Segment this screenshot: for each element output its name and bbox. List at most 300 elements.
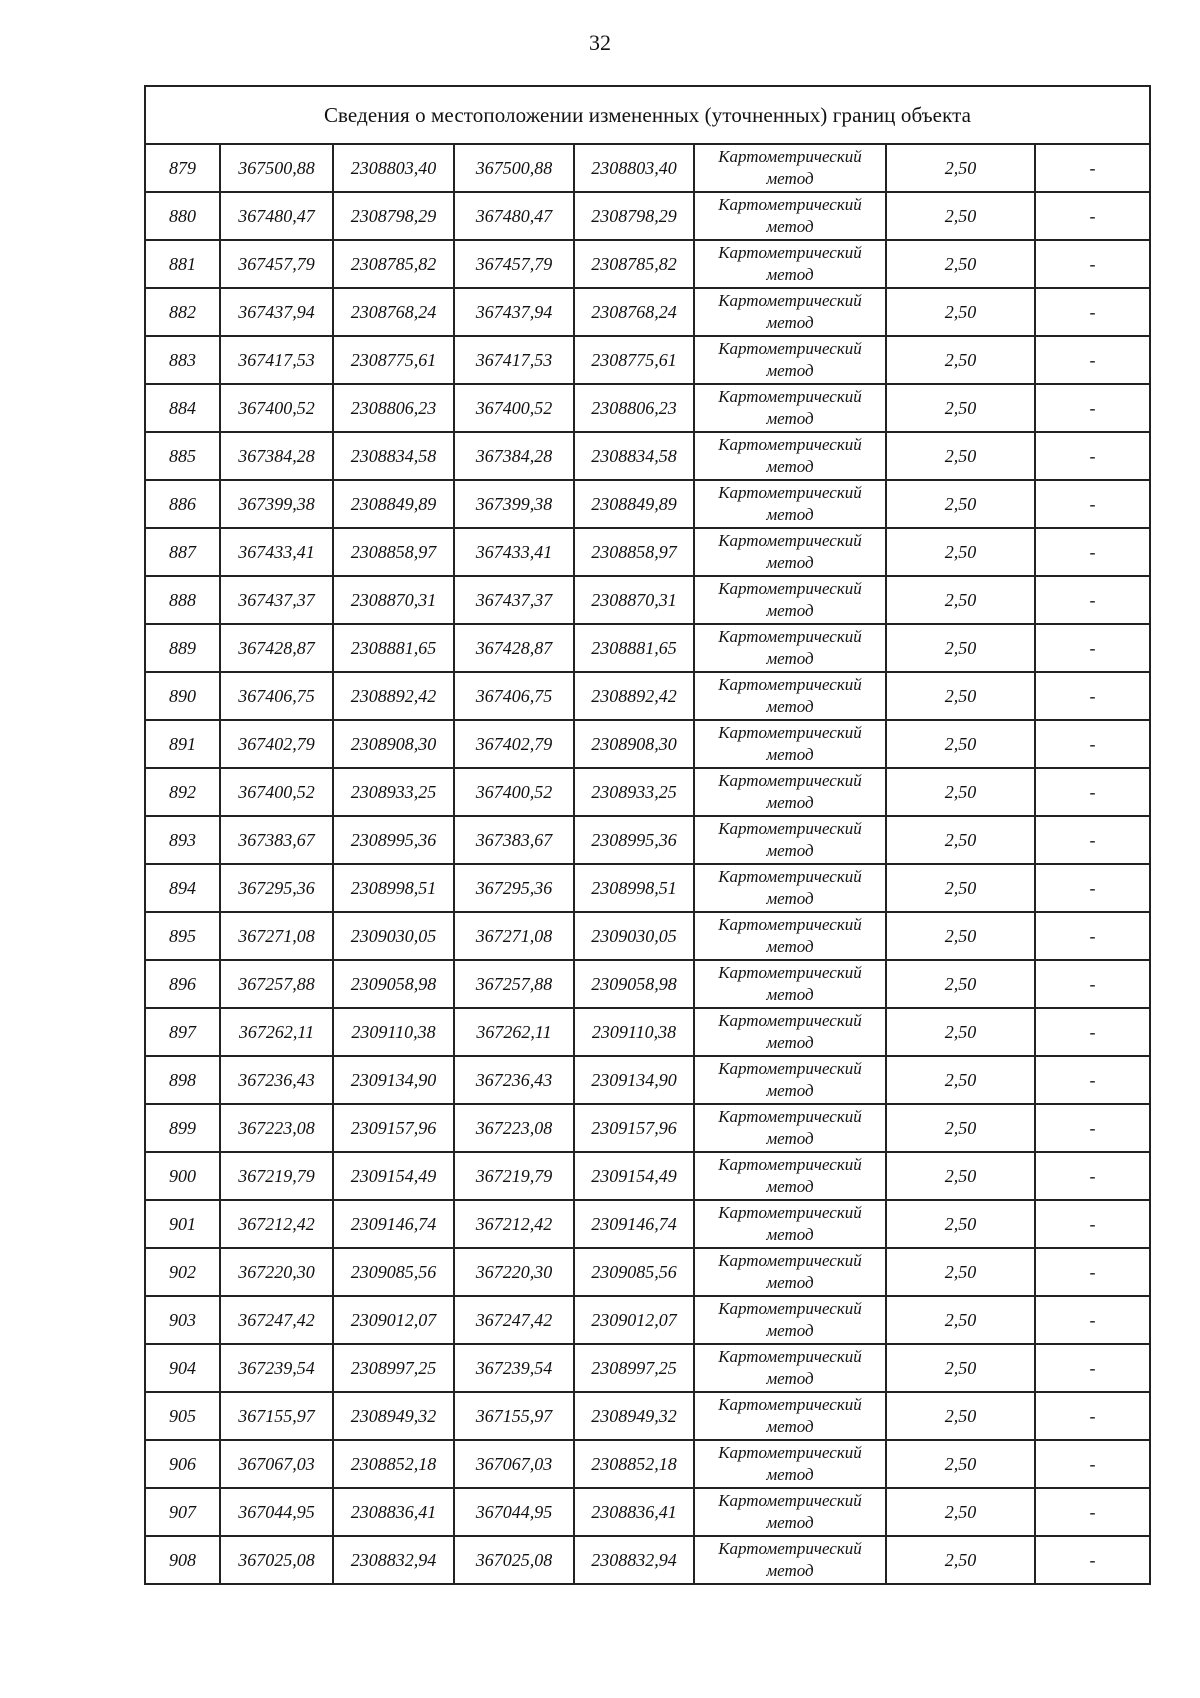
refined-y-cell: 2308908,30 bbox=[574, 720, 694, 768]
existing-y-cell: 2308836,41 bbox=[333, 1488, 454, 1536]
table-row bbox=[145, 240, 1150, 288]
existing-x-cell: 367239,54 bbox=[220, 1344, 333, 1392]
table-row bbox=[145, 912, 1150, 960]
refined-y-cell: 2308892,42 bbox=[574, 672, 694, 720]
method-line-1: Картометрический bbox=[718, 147, 862, 166]
table-row bbox=[145, 576, 1150, 624]
refined-x-cell: 367044,95 bbox=[454, 1488, 574, 1536]
refined-x-cell: 367271,08 bbox=[454, 912, 574, 960]
table-row bbox=[145, 1488, 1150, 1536]
existing-y-cell: 2308832,94 bbox=[333, 1536, 454, 1584]
description-cell: - bbox=[1035, 192, 1150, 240]
table-row bbox=[145, 1104, 1150, 1152]
refined-y-cell: 2308870,31 bbox=[574, 576, 694, 624]
method-line-2: метод bbox=[766, 457, 814, 476]
point-number-cell: 897 bbox=[145, 1008, 220, 1056]
description-cell: - bbox=[1035, 720, 1150, 768]
existing-y-cell: 2308798,29 bbox=[333, 192, 454, 240]
method-cell bbox=[694, 480, 886, 528]
description-cell: - bbox=[1035, 1104, 1150, 1152]
existing-y-cell: 2308998,51 bbox=[333, 864, 454, 912]
description-cell: - bbox=[1035, 960, 1150, 1008]
method-cell bbox=[694, 1248, 886, 1296]
point-number-cell: 886 bbox=[145, 480, 220, 528]
refined-y-cell: 2308858,97 bbox=[574, 528, 694, 576]
description-cell: - bbox=[1035, 1248, 1150, 1296]
method-line-2: метод bbox=[766, 1177, 814, 1196]
accuracy-cell: 2,50 bbox=[886, 1440, 1035, 1488]
method-cell bbox=[694, 240, 886, 288]
point-number-cell: 884 bbox=[145, 384, 220, 432]
method-cell bbox=[694, 912, 886, 960]
accuracy-cell: 2,50 bbox=[886, 240, 1035, 288]
existing-x-cell: 367044,95 bbox=[220, 1488, 333, 1536]
refined-y-cell: 2308998,51 bbox=[574, 864, 694, 912]
method-line-1: Картометрический bbox=[718, 435, 862, 454]
table-row bbox=[145, 144, 1150, 192]
refined-y-cell: 2308803,40 bbox=[574, 144, 694, 192]
accuracy-cell: 2,50 bbox=[886, 864, 1035, 912]
refined-x-cell: 367400,52 bbox=[454, 384, 574, 432]
refined-x-cell: 367247,42 bbox=[454, 1296, 574, 1344]
method-line-1: Картометрический bbox=[718, 963, 862, 982]
description-cell: - bbox=[1035, 336, 1150, 384]
refined-x-cell: 367236,43 bbox=[454, 1056, 574, 1104]
refined-y-cell: 2308806,23 bbox=[574, 384, 694, 432]
refined-x-cell: 367406,75 bbox=[454, 672, 574, 720]
accuracy-cell: 2,50 bbox=[886, 288, 1035, 336]
method-cell bbox=[694, 720, 886, 768]
method-line-2: метод bbox=[766, 1561, 814, 1580]
point-number-cell: 885 bbox=[145, 432, 220, 480]
existing-x-cell: 367500,88 bbox=[220, 144, 333, 192]
existing-x-cell: 367295,36 bbox=[220, 864, 333, 912]
point-number-cell: 887 bbox=[145, 528, 220, 576]
point-number-cell: 903 bbox=[145, 1296, 220, 1344]
refined-y-cell: 2308933,25 bbox=[574, 768, 694, 816]
refined-x-cell: 367480,47 bbox=[454, 192, 574, 240]
method-line-1: Картометрический bbox=[718, 387, 862, 406]
refined-x-cell: 367437,37 bbox=[454, 576, 574, 624]
existing-y-cell: 2308858,97 bbox=[333, 528, 454, 576]
description-cell: - bbox=[1035, 480, 1150, 528]
refined-y-cell: 2309110,38 bbox=[574, 1008, 694, 1056]
refined-y-cell: 2308881,65 bbox=[574, 624, 694, 672]
table-row bbox=[145, 1200, 1150, 1248]
description-cell: - bbox=[1035, 672, 1150, 720]
refined-y-cell: 2308785,82 bbox=[574, 240, 694, 288]
existing-x-cell: 367219,79 bbox=[220, 1152, 333, 1200]
refined-y-cell: 2308834,58 bbox=[574, 432, 694, 480]
method-cell bbox=[694, 1296, 886, 1344]
method-line-2: метод bbox=[766, 697, 814, 716]
refined-x-cell: 367212,42 bbox=[454, 1200, 574, 1248]
existing-x-cell: 367220,30 bbox=[220, 1248, 333, 1296]
method-line-2: метод bbox=[766, 985, 814, 1004]
table-row bbox=[145, 1536, 1150, 1584]
point-number-cell: 895 bbox=[145, 912, 220, 960]
accuracy-cell: 2,50 bbox=[886, 1344, 1035, 1392]
existing-x-cell: 367399,38 bbox=[220, 480, 333, 528]
accuracy-cell: 2,50 bbox=[886, 960, 1035, 1008]
existing-y-cell: 2308806,23 bbox=[333, 384, 454, 432]
description-cell: - bbox=[1035, 1392, 1150, 1440]
method-line-1: Картометрический bbox=[718, 1011, 862, 1030]
method-line-2: метод bbox=[766, 361, 814, 380]
existing-y-cell: 2309146,74 bbox=[333, 1200, 454, 1248]
point-number-cell: 882 bbox=[145, 288, 220, 336]
method-line-1: Картометрический bbox=[718, 1347, 862, 1366]
point-number-cell: 899 bbox=[145, 1104, 220, 1152]
point-number-cell: 907 bbox=[145, 1488, 220, 1536]
refined-x-cell: 367262,11 bbox=[454, 1008, 574, 1056]
point-number-cell: 892 bbox=[145, 768, 220, 816]
method-line-2: метод bbox=[766, 601, 814, 620]
method-line-2: метод bbox=[766, 937, 814, 956]
accuracy-cell: 2,50 bbox=[886, 1104, 1035, 1152]
description-cell: - bbox=[1035, 1296, 1150, 1344]
method-line-2: метод bbox=[766, 217, 814, 236]
refined-y-cell: 2309134,90 bbox=[574, 1056, 694, 1104]
existing-x-cell: 367212,42 bbox=[220, 1200, 333, 1248]
method-cell bbox=[694, 1344, 886, 1392]
method-cell bbox=[694, 960, 886, 1008]
point-number-cell: 879 bbox=[145, 144, 220, 192]
description-cell: - bbox=[1035, 432, 1150, 480]
accuracy-cell: 2,50 bbox=[886, 576, 1035, 624]
method-line-2: метод bbox=[766, 313, 814, 332]
refined-x-cell: 367155,97 bbox=[454, 1392, 574, 1440]
existing-y-cell: 2308997,25 bbox=[333, 1344, 454, 1392]
point-number-cell: 883 bbox=[145, 336, 220, 384]
description-cell: - bbox=[1035, 1152, 1150, 1200]
accuracy-cell: 2,50 bbox=[886, 816, 1035, 864]
accuracy-cell: 2,50 bbox=[886, 624, 1035, 672]
existing-y-cell: 2308768,24 bbox=[333, 288, 454, 336]
method-cell bbox=[694, 1536, 886, 1584]
accuracy-cell: 2,50 bbox=[886, 672, 1035, 720]
point-number-cell: 904 bbox=[145, 1344, 220, 1392]
description-cell: - bbox=[1035, 288, 1150, 336]
method-cell bbox=[694, 624, 886, 672]
existing-y-cell: 2308775,61 bbox=[333, 336, 454, 384]
method-line-1: Картометрический bbox=[718, 627, 862, 646]
method-line-2: метод bbox=[766, 169, 814, 188]
refined-x-cell: 367384,28 bbox=[454, 432, 574, 480]
existing-y-cell: 2309110,38 bbox=[333, 1008, 454, 1056]
method-cell bbox=[694, 528, 886, 576]
method-line-1: Картометрический bbox=[718, 243, 862, 262]
refined-x-cell: 367500,88 bbox=[454, 144, 574, 192]
table-row bbox=[145, 624, 1150, 672]
accuracy-cell: 2,50 bbox=[886, 912, 1035, 960]
method-cell bbox=[694, 192, 886, 240]
accuracy-cell: 2,50 bbox=[886, 1056, 1035, 1104]
existing-x-cell: 367400,52 bbox=[220, 768, 333, 816]
method-line-1: Картометрический bbox=[718, 819, 862, 838]
method-line-2: метод bbox=[766, 1273, 814, 1292]
table-row bbox=[145, 720, 1150, 768]
refined-y-cell: 2309058,98 bbox=[574, 960, 694, 1008]
point-number-cell: 908 bbox=[145, 1536, 220, 1584]
method-line-1: Картометрический bbox=[718, 531, 862, 550]
description-cell: - bbox=[1035, 1200, 1150, 1248]
description-cell: - bbox=[1035, 1008, 1150, 1056]
existing-x-cell: 367428,87 bbox=[220, 624, 333, 672]
table-row bbox=[145, 960, 1150, 1008]
method-cell bbox=[694, 1440, 886, 1488]
method-cell bbox=[694, 1488, 886, 1536]
point-number-cell: 902 bbox=[145, 1248, 220, 1296]
point-number-cell: 905 bbox=[145, 1392, 220, 1440]
refined-x-cell: 367219,79 bbox=[454, 1152, 574, 1200]
refined-y-cell: 2308995,36 bbox=[574, 816, 694, 864]
point-number-cell: 888 bbox=[145, 576, 220, 624]
method-cell bbox=[694, 576, 886, 624]
method-line-2: метод bbox=[766, 1465, 814, 1484]
method-cell bbox=[694, 432, 886, 480]
existing-x-cell: 367155,97 bbox=[220, 1392, 333, 1440]
method-cell bbox=[694, 816, 886, 864]
method-line-1: Картометрический bbox=[718, 291, 862, 310]
method-line-2: метод bbox=[766, 265, 814, 284]
method-line-1: Картометрический bbox=[718, 675, 862, 694]
existing-y-cell: 2309154,49 bbox=[333, 1152, 454, 1200]
method-line-2: метод bbox=[766, 1129, 814, 1148]
description-cell: - bbox=[1035, 1056, 1150, 1104]
description-cell: - bbox=[1035, 912, 1150, 960]
method-line-1: Картометрический bbox=[718, 771, 862, 790]
method-line-1: Картометрический bbox=[718, 1251, 862, 1270]
existing-x-cell: 367383,67 bbox=[220, 816, 333, 864]
refined-x-cell: 367220,30 bbox=[454, 1248, 574, 1296]
method-line-1: Картометрический bbox=[718, 1299, 862, 1318]
existing-x-cell: 367480,47 bbox=[220, 192, 333, 240]
refined-x-cell: 367295,36 bbox=[454, 864, 574, 912]
accuracy-cell: 2,50 bbox=[886, 1488, 1035, 1536]
point-number-cell: 894 bbox=[145, 864, 220, 912]
refined-x-cell: 367239,54 bbox=[454, 1344, 574, 1392]
refined-x-cell: 367400,52 bbox=[454, 768, 574, 816]
method-cell bbox=[694, 1056, 886, 1104]
existing-x-cell: 367236,43 bbox=[220, 1056, 333, 1104]
refined-y-cell: 2308832,94 bbox=[574, 1536, 694, 1584]
description-cell: - bbox=[1035, 1440, 1150, 1488]
method-cell bbox=[694, 672, 886, 720]
method-cell bbox=[694, 336, 886, 384]
accuracy-cell: 2,50 bbox=[886, 528, 1035, 576]
refined-y-cell: 2308775,61 bbox=[574, 336, 694, 384]
refined-y-cell: 2309012,07 bbox=[574, 1296, 694, 1344]
refined-y-cell: 2308836,41 bbox=[574, 1488, 694, 1536]
existing-y-cell: 2309134,90 bbox=[333, 1056, 454, 1104]
table-row bbox=[145, 816, 1150, 864]
description-cell: - bbox=[1035, 240, 1150, 288]
method-cell bbox=[694, 1152, 886, 1200]
existing-x-cell: 367257,88 bbox=[220, 960, 333, 1008]
method-line-2: метод bbox=[766, 409, 814, 428]
boundary-table bbox=[144, 85, 1151, 1585]
accuracy-cell: 2,50 bbox=[886, 1296, 1035, 1344]
existing-y-cell: 2308849,89 bbox=[333, 480, 454, 528]
existing-y-cell: 2308908,30 bbox=[333, 720, 454, 768]
refined-y-cell: 2308997,25 bbox=[574, 1344, 694, 1392]
description-cell: - bbox=[1035, 384, 1150, 432]
accuracy-cell: 2,50 bbox=[886, 1200, 1035, 1248]
point-number-cell: 893 bbox=[145, 816, 220, 864]
refined-x-cell: 367067,03 bbox=[454, 1440, 574, 1488]
existing-y-cell: 2308834,58 bbox=[333, 432, 454, 480]
method-line-2: метод bbox=[766, 1081, 814, 1100]
accuracy-cell: 2,50 bbox=[886, 1248, 1035, 1296]
method-line-2: метод bbox=[766, 1321, 814, 1340]
existing-y-cell: 2308881,65 bbox=[333, 624, 454, 672]
method-line-2: метод bbox=[766, 505, 814, 524]
existing-y-cell: 2308949,32 bbox=[333, 1392, 454, 1440]
description-cell: - bbox=[1035, 768, 1150, 816]
method-cell bbox=[694, 1392, 886, 1440]
existing-x-cell: 367271,08 bbox=[220, 912, 333, 960]
existing-x-cell: 367247,42 bbox=[220, 1296, 333, 1344]
refined-y-cell: 2308798,29 bbox=[574, 192, 694, 240]
table-row bbox=[145, 1056, 1150, 1104]
method-line-2: метод bbox=[766, 1369, 814, 1388]
refined-y-cell: 2308852,18 bbox=[574, 1440, 694, 1488]
accuracy-cell: 2,50 bbox=[886, 1536, 1035, 1584]
accuracy-cell: 2,50 bbox=[886, 336, 1035, 384]
method-line-1: Картометрический bbox=[718, 915, 862, 934]
existing-x-cell: 367417,53 bbox=[220, 336, 333, 384]
method-line-2: метод bbox=[766, 553, 814, 572]
existing-x-cell: 367433,41 bbox=[220, 528, 333, 576]
method-line-1: Картометрический bbox=[718, 483, 862, 502]
method-line-2: метод bbox=[766, 649, 814, 668]
existing-y-cell: 2308870,31 bbox=[333, 576, 454, 624]
refined-x-cell: 367437,94 bbox=[454, 288, 574, 336]
refined-x-cell: 367433,41 bbox=[454, 528, 574, 576]
existing-y-cell: 2308852,18 bbox=[333, 1440, 454, 1488]
existing-y-cell: 2308933,25 bbox=[333, 768, 454, 816]
refined-x-cell: 367399,38 bbox=[454, 480, 574, 528]
description-cell: - bbox=[1035, 864, 1150, 912]
point-number-cell: 906 bbox=[145, 1440, 220, 1488]
existing-y-cell: 2308995,36 bbox=[333, 816, 454, 864]
description-cell: - bbox=[1035, 816, 1150, 864]
existing-x-cell: 367067,03 bbox=[220, 1440, 333, 1488]
refined-y-cell: 2309030,05 bbox=[574, 912, 694, 960]
method-line-1: Картометрический bbox=[718, 1443, 862, 1462]
refined-y-cell: 2308849,89 bbox=[574, 480, 694, 528]
refined-y-cell: 2309146,74 bbox=[574, 1200, 694, 1248]
refined-x-cell: 367457,79 bbox=[454, 240, 574, 288]
accuracy-cell: 2,50 bbox=[886, 144, 1035, 192]
table-row bbox=[145, 336, 1150, 384]
page-number: 32 bbox=[589, 30, 611, 55]
point-number-cell: 880 bbox=[145, 192, 220, 240]
refined-x-cell: 367257,88 bbox=[454, 960, 574, 1008]
table-row bbox=[145, 1440, 1150, 1488]
point-number-cell: 901 bbox=[145, 1200, 220, 1248]
description-cell: - bbox=[1035, 528, 1150, 576]
method-cell bbox=[694, 1008, 886, 1056]
accuracy-cell: 2,50 bbox=[886, 432, 1035, 480]
method-line-1: Картометрический bbox=[718, 339, 862, 358]
method-line-1: Картометрический bbox=[718, 723, 862, 742]
table-row bbox=[145, 384, 1150, 432]
method-cell bbox=[694, 768, 886, 816]
description-cell: - bbox=[1035, 144, 1150, 192]
point-number-cell: 898 bbox=[145, 1056, 220, 1104]
method-line-1: Картометрический bbox=[718, 195, 862, 214]
table-row bbox=[145, 1008, 1150, 1056]
existing-x-cell: 367402,79 bbox=[220, 720, 333, 768]
method-line-1: Картометрический bbox=[718, 1395, 862, 1414]
existing-y-cell: 2308892,42 bbox=[333, 672, 454, 720]
point-number-cell: 896 bbox=[145, 960, 220, 1008]
method-line-1: Картометрический bbox=[718, 1155, 862, 1174]
existing-x-cell: 367437,94 bbox=[220, 288, 333, 336]
accuracy-cell: 2,50 bbox=[886, 1392, 1035, 1440]
method-cell bbox=[694, 1200, 886, 1248]
existing-x-cell: 367457,79 bbox=[220, 240, 333, 288]
method-cell bbox=[694, 1104, 886, 1152]
refined-y-cell: 2308768,24 bbox=[574, 288, 694, 336]
description-cell: - bbox=[1035, 1536, 1150, 1584]
method-cell bbox=[694, 144, 886, 192]
table-row bbox=[145, 192, 1150, 240]
method-line-2: метод bbox=[766, 1033, 814, 1052]
table-row bbox=[145, 1152, 1150, 1200]
existing-y-cell: 2309157,96 bbox=[333, 1104, 454, 1152]
point-number-cell: 881 bbox=[145, 240, 220, 288]
existing-x-cell: 367406,75 bbox=[220, 672, 333, 720]
table-row bbox=[145, 672, 1150, 720]
accuracy-cell: 2,50 bbox=[886, 480, 1035, 528]
refined-y-cell: 2308949,32 bbox=[574, 1392, 694, 1440]
existing-y-cell: 2308785,82 bbox=[333, 240, 454, 288]
table-row bbox=[145, 528, 1150, 576]
point-number-cell: 891 bbox=[145, 720, 220, 768]
point-number-cell: 900 bbox=[145, 1152, 220, 1200]
existing-x-cell: 367262,11 bbox=[220, 1008, 333, 1056]
existing-y-cell: 2309012,07 bbox=[333, 1296, 454, 1344]
table-row bbox=[145, 1344, 1150, 1392]
table-header-row bbox=[145, 86, 1150, 144]
existing-y-cell: 2309030,05 bbox=[333, 912, 454, 960]
table-row bbox=[145, 480, 1150, 528]
refined-x-cell: 367428,87 bbox=[454, 624, 574, 672]
method-line-1: Картометрический bbox=[718, 1059, 862, 1078]
method-cell bbox=[694, 288, 886, 336]
accuracy-cell: 2,50 bbox=[886, 768, 1035, 816]
method-line-1: Картометрический bbox=[718, 1539, 862, 1558]
existing-y-cell: 2309085,56 bbox=[333, 1248, 454, 1296]
refined-x-cell: 367402,79 bbox=[454, 720, 574, 768]
refined-y-cell: 2309085,56 bbox=[574, 1248, 694, 1296]
existing-y-cell: 2308803,40 bbox=[333, 144, 454, 192]
method-line-1: Картометрический bbox=[718, 867, 862, 886]
method-line-2: метод bbox=[766, 1225, 814, 1244]
description-cell: - bbox=[1035, 624, 1150, 672]
method-line-1: Картометрический bbox=[718, 1203, 862, 1222]
table-row bbox=[145, 768, 1150, 816]
method-cell bbox=[694, 864, 886, 912]
table-row bbox=[145, 288, 1150, 336]
existing-y-cell: 2309058,98 bbox=[333, 960, 454, 1008]
method-line-1: Картометрический bbox=[718, 1491, 862, 1510]
existing-x-cell: 367223,08 bbox=[220, 1104, 333, 1152]
accuracy-cell: 2,50 bbox=[886, 384, 1035, 432]
